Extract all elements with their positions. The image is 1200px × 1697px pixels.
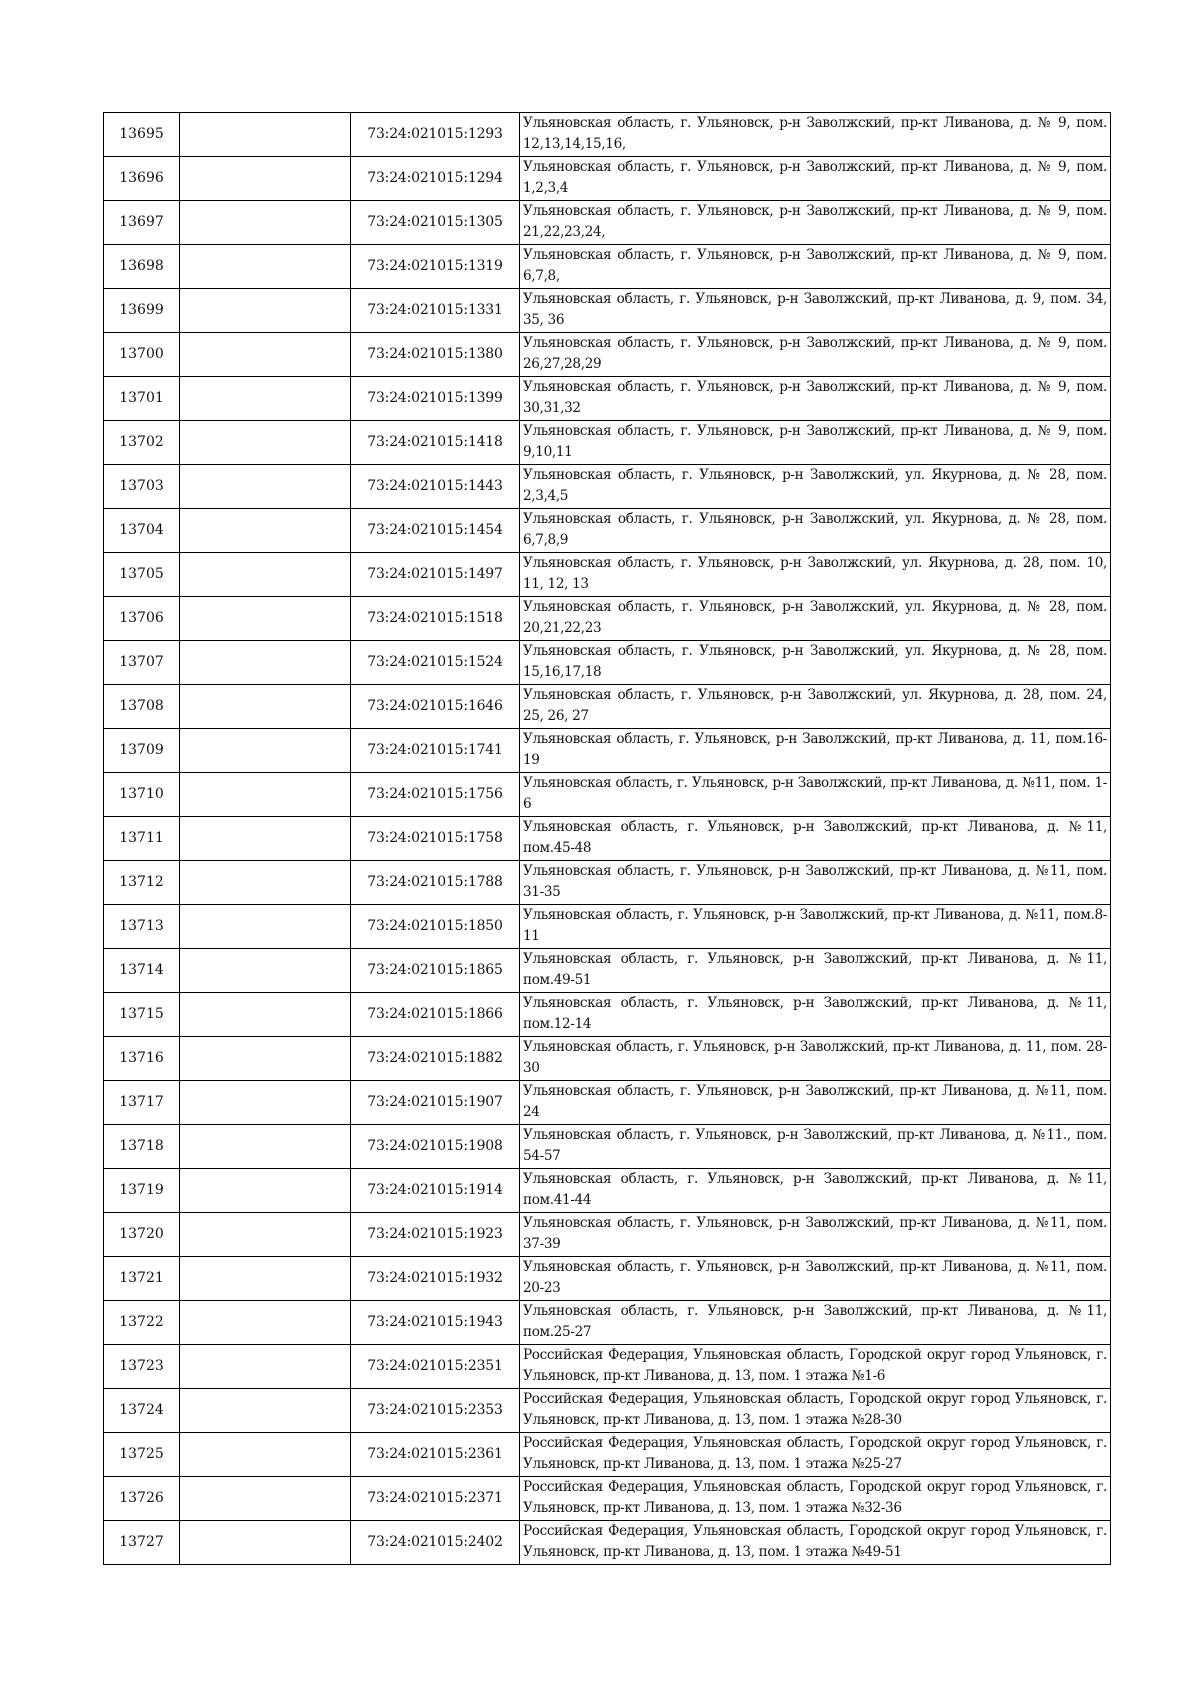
- row-number-cell: 13726: [104, 1477, 180, 1521]
- address-cell: [520, 333, 1111, 377]
- address-cell: [520, 773, 1111, 817]
- empty-cell: [180, 861, 351, 905]
- empty-cell: [180, 421, 351, 465]
- table-row: [104, 817, 1111, 861]
- row-number-cell: 13704: [104, 509, 180, 553]
- row-number-cell: 13706: [104, 597, 180, 641]
- row-number-cell: 13716: [104, 1037, 180, 1081]
- address-cell: [520, 1257, 1111, 1301]
- row-number-cell: 13705: [104, 553, 180, 597]
- table-row: [104, 245, 1111, 289]
- address-cell: [520, 817, 1111, 861]
- cadastral-number-cell: 73:24:021015:1319: [351, 245, 520, 289]
- cadastral-number-cell: 73:24:021015:1741: [351, 729, 520, 773]
- address-text: Ульяновская область, г. Ульяновск, р-н Заволжский, ул. Якурнова, д. № 28, пом. 2,3,4,5: [523, 467, 1107, 504]
- address-cell: [520, 113, 1111, 157]
- address-text: Ульяновская область, г. Ульяновск, р-н Заволжский, пр-кт Ливанова, д. № 9, пом. 9,10,11: [523, 423, 1107, 460]
- table-row: [104, 949, 1111, 993]
- empty-cell: [180, 641, 351, 685]
- address-cell: [520, 421, 1111, 465]
- address-text: Российская Федерация, Ульяновская область, Городской округ город Ульяновск, г. Ульяновск, пр-кт Ливанова, д. 13, пом. 1 этажа №1-6: [523, 1347, 1107, 1384]
- address-text: Ульяновская область, г. Ульяновск, р-н Заволжский, пр-кт Ливанова, д. №11, пом. 20-23: [523, 1259, 1107, 1296]
- empty-cell: [180, 949, 351, 993]
- address-cell: [520, 685, 1111, 729]
- empty-cell: [180, 1345, 351, 1389]
- empty-cell: [180, 157, 351, 201]
- address-text: Ульяновская область, г. Ульяновск, р-н Заволжский, пр-кт Ливанова, д. № 9, пом. 1,2,3,4: [523, 159, 1107, 196]
- cadastral-number-cell: 73:24:021015:1518: [351, 597, 520, 641]
- table-row: [104, 1213, 1111, 1257]
- address-text: Российская Федерация, Ульяновская область, Городской округ город Ульяновск, г. Ульяновск, пр-кт Ливанова, д. 13, пом. 1 этажа №25-27: [523, 1435, 1107, 1472]
- address-cell: [520, 1213, 1111, 1257]
- empty-cell: [180, 905, 351, 949]
- address-cell: [520, 289, 1111, 333]
- address-cell: [520, 861, 1111, 905]
- address-text: Ульяновская область, г. Ульяновск, р-н Заволжский, пр-кт Ливанова, д. № 9, пом. 30,31,32: [523, 379, 1107, 416]
- address-cell: [520, 949, 1111, 993]
- address-cell: [520, 509, 1111, 553]
- empty-cell: [180, 509, 351, 553]
- address-text: Ульяновская область, г. Ульяновск, р-н Заволжский, ул. Якурнова, д. № 28, пом. 6,7,8,9: [523, 511, 1107, 548]
- empty-cell: [180, 113, 351, 157]
- address-text: Российская Федерация, Ульяновская область, Городской округ город Ульяновск, г. Ульяновск, пр-кт Ливанова, д. 13, пом. 1 этажа №28-30: [523, 1391, 1107, 1428]
- row-number-cell: 13708: [104, 685, 180, 729]
- row-number-cell: 13702: [104, 421, 180, 465]
- address-text: Ульяновская область, г. Ульяновск, р-н Заволжский, пр-кт Ливанова, д. №11, пом.25-27: [523, 1303, 1107, 1340]
- empty-cell: [180, 333, 351, 377]
- address-cell: [520, 1477, 1111, 1521]
- table-row: [104, 1521, 1111, 1565]
- row-number-cell: 13698: [104, 245, 180, 289]
- row-number-cell: 13717: [104, 1081, 180, 1125]
- address-cell: [520, 1345, 1111, 1389]
- cadastral-number-cell: 73:24:021015:1454: [351, 509, 520, 553]
- table-row: [104, 861, 1111, 905]
- cadastral-number-cell: 73:24:021015:1907: [351, 1081, 520, 1125]
- row-number-cell: 13724: [104, 1389, 180, 1433]
- address-text: Ульяновская область, г. Ульяновск, р-н Заволжский, пр-кт Ливанова, д. 11, пом.16-19: [523, 731, 1107, 768]
- cadastral-number-cell: 73:24:021015:1850: [351, 905, 520, 949]
- empty-cell: [180, 377, 351, 421]
- row-number-cell: 13711: [104, 817, 180, 861]
- address-text: Ульяновская область, г. Ульяновск, р-н Заволжский, пр-кт Ливанова, д. №11, пом.8-11: [523, 907, 1107, 944]
- address-text: Ульяновская область, г. Ульяновск, р-н Заволжский, пр-кт Ливанова, д. №11, пом. 31-35: [523, 863, 1107, 900]
- cadastral-number-cell: 73:24:021015:1443: [351, 465, 520, 509]
- address-text: Ульяновская область, г. Ульяновск, р-н Заволжский, пр-кт Ливанова, д. №11, пом.41-44: [523, 1171, 1107, 1208]
- address-text: Ульяновская область, г. Ульяновск, р-н Заволжский, пр-кт Ливанова, д. №11, пом. 24: [523, 1083, 1107, 1120]
- table-row: [104, 201, 1111, 245]
- row-number-cell: 13719: [104, 1169, 180, 1213]
- address-cell: [520, 729, 1111, 773]
- cadastral-number-cell: 73:24:021015:1866: [351, 993, 520, 1037]
- empty-cell: [180, 1477, 351, 1521]
- empty-cell: [180, 245, 351, 289]
- cadastral-number-cell: 73:24:021015:1923: [351, 1213, 520, 1257]
- address-text: Ульяновская область, г. Ульяновск, р-н Заволжский, пр-кт Ливанова, д. № 9, пом. 12,13,14,15,16,: [523, 115, 1107, 152]
- row-number-cell: 13707: [104, 641, 180, 685]
- table-row: [104, 1301, 1111, 1345]
- empty-cell: [180, 201, 351, 245]
- row-number-cell: 13709: [104, 729, 180, 773]
- empty-cell: [180, 1433, 351, 1477]
- address-cell: [520, 201, 1111, 245]
- cadastral-number-cell: 73:24:021015:1914: [351, 1169, 520, 1213]
- cadastral-number-cell: 73:24:021015:1882: [351, 1037, 520, 1081]
- address-text: Ульяновская область, г. Ульяновск, р-н Заволжский, ул. Якурнова, д. № 28, пом. 20,21,22,23: [523, 599, 1107, 636]
- property-registry-table: [103, 112, 1111, 1565]
- address-text: Ульяновская область, г. Ульяновск, р-н Заволжский, ул. Якурнова, д. 28, пом. 24, 25, 26, 27: [523, 687, 1107, 724]
- table-row: [104, 685, 1111, 729]
- table-row: [104, 157, 1111, 201]
- cadastral-number-cell: 73:24:021015:2353: [351, 1389, 520, 1433]
- empty-cell: [180, 1169, 351, 1213]
- cadastral-number-cell: 73:24:021015:2371: [351, 1477, 520, 1521]
- address-text: Ульяновская область, г. Ульяновск, р-н Заволжский, пр-кт Ливанова, д. № 9, пом. 6,7,8,: [523, 247, 1107, 284]
- registry-table-body: [104, 113, 1111, 1565]
- row-number-cell: 13725: [104, 1433, 180, 1477]
- address-text: Ульяновская область, г. Ульяновск, р-н Заволжский, ул. Якурнова, д. № 28, пом. 15,16,17,18: [523, 643, 1107, 680]
- empty-cell: [180, 685, 351, 729]
- table-row: [104, 1081, 1111, 1125]
- table-row: [104, 333, 1111, 377]
- address-text: Ульяновская область, г. Ульяновск, р-н Заволжский, пр-кт Ливанова, д. 9, пом. 34, 35, 36: [523, 291, 1107, 328]
- table-row: [104, 1433, 1111, 1477]
- cadastral-number-cell: 73:24:021015:1418: [351, 421, 520, 465]
- address-cell: [520, 1169, 1111, 1213]
- cadastral-number-cell: 73:24:021015:1756: [351, 773, 520, 817]
- empty-cell: [180, 1389, 351, 1433]
- row-number-cell: 13713: [104, 905, 180, 949]
- empty-cell: [180, 1301, 351, 1345]
- row-number-cell: 13722: [104, 1301, 180, 1345]
- address-text: Ульяновская область, г. Ульяновск, р-н Заволжский, пр-кт Ливанова, д. 11, пом. 28-30: [523, 1039, 1107, 1076]
- table-row: [104, 421, 1111, 465]
- cadastral-number-cell: 73:24:021015:1758: [351, 817, 520, 861]
- empty-cell: [180, 773, 351, 817]
- row-number-cell: 13714: [104, 949, 180, 993]
- table-row: [104, 597, 1111, 641]
- address-cell: [520, 1125, 1111, 1169]
- address-cell: [520, 465, 1111, 509]
- address-cell: [520, 641, 1111, 685]
- cadastral-number-cell: 73:24:021015:1943: [351, 1301, 520, 1345]
- cadastral-number-cell: 73:24:021015:1524: [351, 641, 520, 685]
- empty-cell: [180, 553, 351, 597]
- row-number-cell: 13710: [104, 773, 180, 817]
- address-text: Ульяновская область, г. Ульяновск, р-н Заволжский, пр-кт Ливанова, д. №11, пом. 1-6: [523, 775, 1107, 812]
- row-number-cell: 13700: [104, 333, 180, 377]
- address-cell: [520, 377, 1111, 421]
- cadastral-number-cell: 73:24:021015:1293: [351, 113, 520, 157]
- cadastral-number-cell: 73:24:021015:2351: [351, 1345, 520, 1389]
- empty-cell: [180, 597, 351, 641]
- empty-cell: [180, 817, 351, 861]
- address-cell: [520, 993, 1111, 1037]
- empty-cell: [180, 1213, 351, 1257]
- address-cell: [520, 553, 1111, 597]
- cadastral-number-cell: 73:24:021015:1497: [351, 553, 520, 597]
- empty-cell: [180, 1257, 351, 1301]
- cadastral-number-cell: 73:24:021015:1380: [351, 333, 520, 377]
- address-text: Ульяновская область, г. Ульяновск, р-н Заволжский, пр-кт Ливанова, д. № 9, пом. 26,27,28,29: [523, 335, 1107, 372]
- address-cell: [520, 597, 1111, 641]
- table-row: [104, 1389, 1111, 1433]
- cadastral-number-cell: 73:24:021015:1294: [351, 157, 520, 201]
- cadastral-number-cell: 73:24:021015:1646: [351, 685, 520, 729]
- table-row: [104, 509, 1111, 553]
- address-cell: [520, 157, 1111, 201]
- table-row: [104, 993, 1111, 1037]
- table-row: [104, 1037, 1111, 1081]
- address-cell: [520, 905, 1111, 949]
- address-text: Ульяновская область, г. Ульяновск, р-н Заволжский, пр-кт Ливанова, д. №11, пом.12-14: [523, 995, 1107, 1032]
- cadastral-number-cell: 73:24:021015:1331: [351, 289, 520, 333]
- address-cell: [520, 1081, 1111, 1125]
- cadastral-number-cell: 73:24:021015:1788: [351, 861, 520, 905]
- empty-cell: [180, 1125, 351, 1169]
- table-row: [104, 641, 1111, 685]
- row-number-cell: 13715: [104, 993, 180, 1037]
- empty-cell: [180, 289, 351, 333]
- table-row: [104, 1125, 1111, 1169]
- table-row: [104, 1477, 1111, 1521]
- table-row: [104, 553, 1111, 597]
- row-number-cell: 13699: [104, 289, 180, 333]
- address-text: Ульяновская область, г. Ульяновск, р-н Заволжский, пр-кт Ливанова, д. № 9, пом. 21,22,23,24,: [523, 203, 1107, 240]
- address-text: Ульяновская область, г. Ульяновск, р-н Заволжский, пр-кт Ливанова, д. №11, пом.45-48: [523, 819, 1107, 856]
- address-text: Ульяновская область, г. Ульяновск, р-н Заволжский, ул. Якурнова, д. 28, пом. 10, 11, 12, 13: [523, 555, 1107, 592]
- row-number-cell: 13721: [104, 1257, 180, 1301]
- empty-cell: [180, 1521, 351, 1565]
- table-row: [104, 905, 1111, 949]
- row-number-cell: 13696: [104, 157, 180, 201]
- address-cell: [520, 245, 1111, 289]
- address-text: Российская Федерация, Ульяновская область, Городской округ город Ульяновск, г. Ульяновск, пр-кт Ливанова, д. 13, пом. 1 этажа №49-51: [523, 1523, 1107, 1560]
- address-text: Ульяновская область, г. Ульяновск, р-н Заволжский, пр-кт Ливанова, д. №11, пом. 37-39: [523, 1215, 1107, 1252]
- table-row: [104, 729, 1111, 773]
- table-row: [104, 113, 1111, 157]
- address-cell: [520, 1037, 1111, 1081]
- table-row: [104, 377, 1111, 421]
- cadastral-number-cell: 73:24:021015:1865: [351, 949, 520, 993]
- table-row: [104, 1345, 1111, 1389]
- row-number-cell: 13712: [104, 861, 180, 905]
- row-number-cell: 13697: [104, 201, 180, 245]
- address-text: Ульяновская область, г. Ульяновск, р-н Заволжский, пр-кт Ливанова, д. №11, пом.49-51: [523, 951, 1107, 988]
- address-text: Российская Федерация, Ульяновская область, Городской округ город Ульяновск, г. Ульяновск, пр-кт Ливанова, д. 13, пом. 1 этажа №32-36: [523, 1479, 1107, 1516]
- row-number-cell: 13703: [104, 465, 180, 509]
- row-number-cell: 13718: [104, 1125, 180, 1169]
- cadastral-number-cell: 73:24:021015:1399: [351, 377, 520, 421]
- address-cell: [520, 1389, 1111, 1433]
- table-row: [104, 1169, 1111, 1213]
- empty-cell: [180, 729, 351, 773]
- address-cell: [520, 1433, 1111, 1477]
- cadastral-number-cell: 73:24:021015:2361: [351, 1433, 520, 1477]
- table-row: [104, 773, 1111, 817]
- row-number-cell: 13727: [104, 1521, 180, 1565]
- row-number-cell: 13695: [104, 113, 180, 157]
- address-cell: [520, 1521, 1111, 1565]
- empty-cell: [180, 465, 351, 509]
- table-row: [104, 465, 1111, 509]
- cadastral-number-cell: 73:24:021015:1908: [351, 1125, 520, 1169]
- table-row: [104, 1257, 1111, 1301]
- row-number-cell: 13723: [104, 1345, 180, 1389]
- row-number-cell: 13701: [104, 377, 180, 421]
- cadastral-number-cell: 73:24:021015:2402: [351, 1521, 520, 1565]
- cadastral-number-cell: 73:24:021015:1305: [351, 201, 520, 245]
- empty-cell: [180, 993, 351, 1037]
- table-row: [104, 289, 1111, 333]
- empty-cell: [180, 1037, 351, 1081]
- row-number-cell: 13720: [104, 1213, 180, 1257]
- address-text: Ульяновская область, г. Ульяновск, р-н Заволжский, пр-кт Ливанова, д. №11., пом. 54-57: [523, 1127, 1107, 1164]
- empty-cell: [180, 1081, 351, 1125]
- address-cell: [520, 1301, 1111, 1345]
- cadastral-number-cell: 73:24:021015:1932: [351, 1257, 520, 1301]
